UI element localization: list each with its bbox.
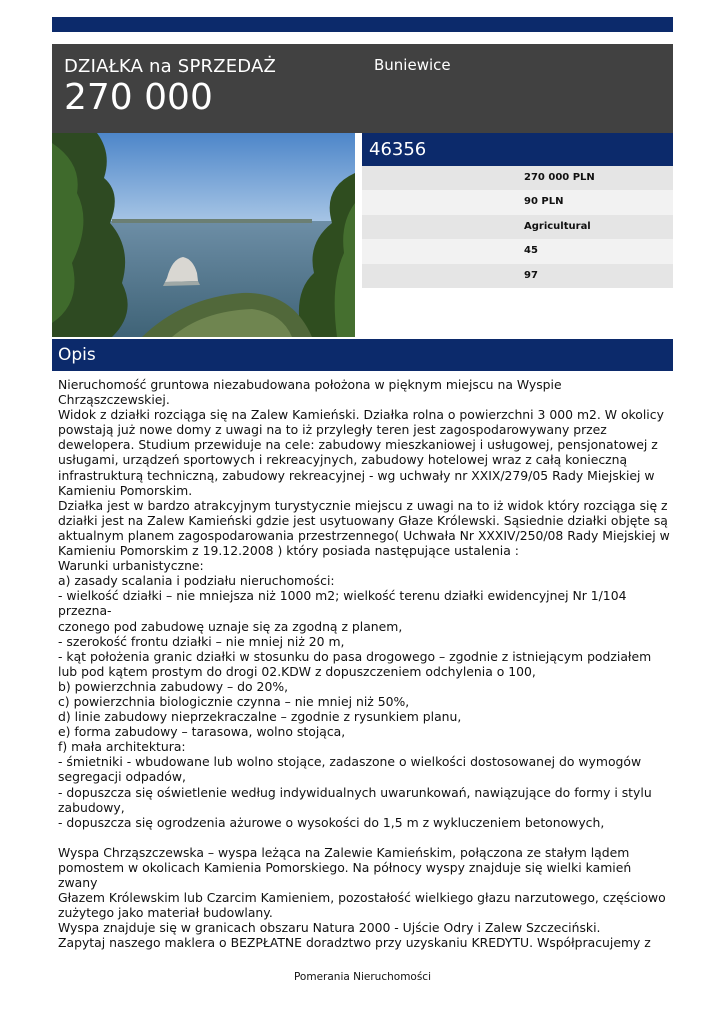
detail-land-type: Agricultural	[362, 215, 673, 239]
description-line: zużytego jako materiał budowlany.	[58, 905, 273, 921]
listing-type: DZIAŁKA na SPRZEDAŻ	[64, 56, 277, 77]
description-line: f) mała architektura:	[58, 739, 186, 755]
description-line: usługami, urządzeń sportowych i rekreacyjnych, zabudowy hotelowej wraz z całą konieczną	[58, 452, 628, 468]
description-line: Zapytaj naszego maklera o BEZPŁATNE doradztwo przy uzyskaniu KREDYTU. Współpracujemy z	[58, 935, 651, 951]
listing-location: Buniewice	[374, 56, 451, 74]
description-line: - wielkość działki – nie mniejsza niż 1000 m2; wielkość terenu działki ewidencyjnej Nr 1/104	[58, 588, 627, 604]
description-line: pomostem w okolicach Kamienia Pomorskiego. Na północy wyspy znajduje się wielki kamień zwany	[58, 860, 636, 891]
description-line: - szerokość frontu działki – nie mniej niż 20 m,	[58, 633, 345, 649]
description-line: a) zasady scalania i podziału nieruchomości:	[58, 573, 335, 589]
listing-price: 270 000	[64, 77, 213, 118]
description-heading: Opis	[52, 339, 673, 371]
description-line	[58, 830, 670, 845]
description-line: czonego pod zabudowę uznaje się za zgodną z planem,	[58, 618, 403, 634]
description-line: zabudowy,	[58, 799, 125, 815]
description-line: lub pod kątem prostym do drogi 02.KDW z dopuszczeniem odchylenia o 100,	[58, 663, 536, 679]
detail-price-per-m2: 90 PLN	[362, 190, 673, 214]
description-line: d) linie zabudowy nieprzekraczalne – zgodnie z rysunkiem planu,	[58, 709, 462, 725]
description-line: Warunki urbanistyczne:	[58, 558, 204, 574]
details-table	[362, 166, 673, 288]
description-line: b) powierzchnia zabudowy – do 20%,	[58, 678, 289, 694]
description-line: aktualnym planem zagospodarowania przestrzennego( Uchwała Nr XXXIV/250/08 Rady Miejskiej w	[58, 527, 670, 543]
description-line: Kamieniu Pomorskim z 19.12.2008 ) który posiada następujące ustalenia :	[58, 543, 519, 559]
description-line: Kamieniu Pomorskim.	[58, 482, 193, 498]
description-line: segregacji odpadów,	[58, 769, 186, 785]
description-line: - dopuszcza się ogrodzenia ażurowe o wysokości do 1,5 m z wykluczeniem betonowych,	[58, 814, 605, 830]
description-line: Wyspa znajduje się w granicach obszaru Natura 2000 - Ujście Odry i Zalew Szczeciński.	[58, 920, 601, 936]
description-line: infrastrukturą techniczną, zabudowy rekreacyjnej - wg uchwały nr XXIX/279/05 Rady Miejskiej w	[58, 467, 655, 483]
description-line: Działka jest w bardzo atrakcyjnym turystycznie miejscu z uwagi na to iż widok który rozciąga się z	[58, 497, 668, 513]
description-line: e) forma zabudowy – tarasowa, wolno stojąca,	[58, 724, 346, 740]
listing-id: 46356	[362, 133, 673, 166]
footer-company: Pomerania Nieruchomości	[293, 971, 432, 983]
detail-value-5: 97	[362, 264, 673, 288]
description-line: c) powierzchnia biologicznie czynna – nie mniej niż 50%,	[58, 693, 410, 709]
description-line: Nieruchomość gruntowa niezabudowana położona w pięknym miejscu na Wyspie Chrząszczewskiej.	[58, 377, 566, 408]
detail-value-4: 45	[362, 239, 673, 263]
description-line: powstają już nowe domy z uwagi na to iż przyległy teren jest zagospodarowywany przez	[58, 422, 607, 438]
description-line: - śmietniki - wbudowane lub wolno stojące, zadaszone o wielkości dostosowanej do wymogów	[58, 754, 642, 770]
description-line: Głazem Królewskim lub Czarcim Kamieniem, pozostałość wielkiego głazu narzutowego, częściowo	[58, 890, 666, 906]
description-line: działki jest na Zalew Kamieński gdzie jest usytuowany Głaze Królewski. Sąsiednie działki objęte są	[58, 512, 668, 528]
description-line: Widok z działki rozciąga się na Zalew Kamieński. Działka rolna o powierzchni 3 000 m2. W okolicy	[58, 407, 664, 423]
description-line: - kąt położenia granic działki w stosunku do pasa drogowego – zgodnie z istniejącym podziałem	[58, 648, 652, 664]
description-line: przezna-	[58, 603, 112, 619]
description-text	[58, 377, 670, 951]
listing-header	[52, 44, 673, 133]
property-photo	[52, 133, 355, 337]
description-line: Wyspa Chrząszczewska – wyspa leżąca na Zalewie Kamieńskim, połączona ze stałym lądem	[58, 844, 630, 860]
description-line: - dopuszcza się oświetlenie według indywidualnych uwarunkowań, nawiązujące do formy i stylu	[58, 784, 652, 800]
top-accent-bar	[52, 17, 673, 32]
description-line: dewelopera. Studium przewiduje na cele: zabudowy mieszkaniowej i usługowej, pensjonatowej z	[58, 437, 658, 453]
detail-price: 270 000 PLN	[362, 166, 673, 190]
